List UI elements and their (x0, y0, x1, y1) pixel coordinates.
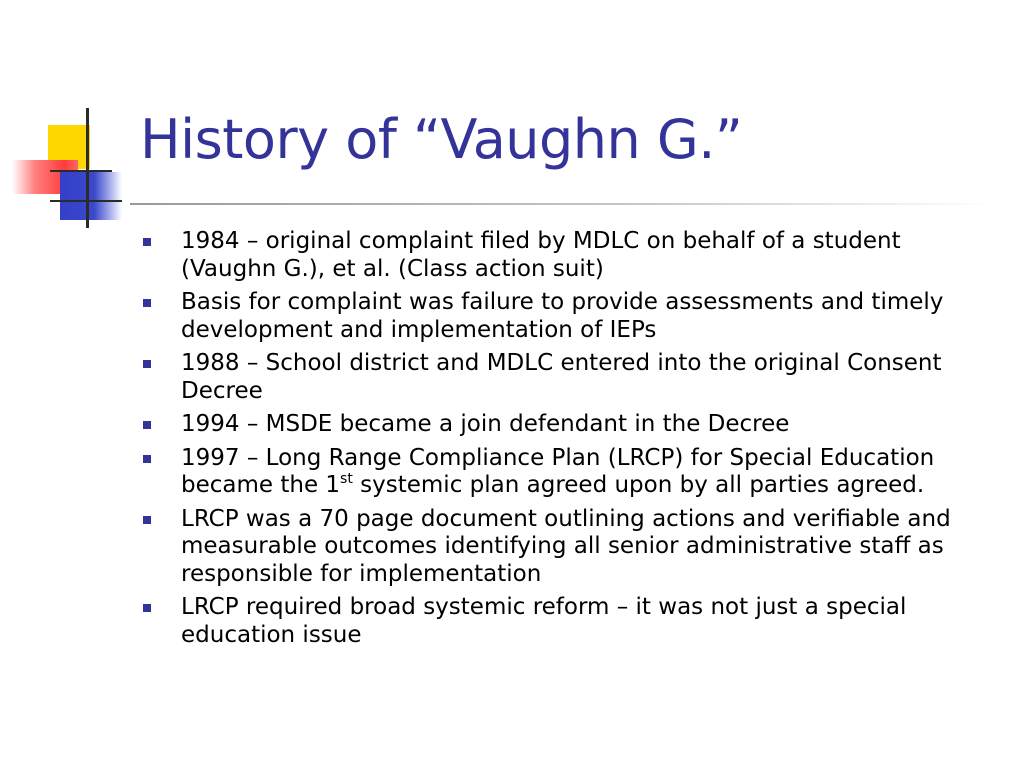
bullet-list (143, 228, 988, 655)
bullet-item (143, 350, 988, 405)
bullet-text-start: 1997 – Long Range Compliance Plan (LRCP) for Special Education became the 1 (181, 444, 935, 498)
slide-title: History of “Vaughn G.” (140, 108, 743, 171)
square-bullet-icon (143, 604, 151, 612)
square-bullet-icon (143, 421, 151, 429)
vertical-line-decoration (86, 108, 89, 228)
bullet-text: LRCP required broad systemic reform – it was not just a special education issue (181, 594, 907, 648)
bullet-text: 1988 – School district and MDLC entered into the original Consent Decree (181, 350, 942, 404)
square-bullet-icon (143, 360, 151, 368)
bullet-text: 1984 – original complaint filed by MDLC on behalf of a student (Vaughn G.), et al. (Class action suit) (181, 228, 901, 282)
square-bullet-icon (143, 238, 151, 246)
bullet-item (143, 411, 988, 439)
bullet-text: 1994 – MSDE became a join defendant in the Decree (181, 411, 790, 437)
bullet-text: LRCP was a 70 page document outlining actions and verifiable and measurable outcomes identifying all senior administrative staff as responsible for implementation (181, 505, 951, 587)
bullet-item (143, 594, 988, 649)
bullet-text: Basis for complaint was failure to provide assessments and timely development and implementation of IEPs (181, 289, 944, 343)
title-underline-rule (130, 203, 994, 205)
bullet-item (143, 506, 988, 589)
horizontal-line-decoration (50, 200, 122, 202)
bullet-text-end: systemic plan agreed upon by all parties agreed. (352, 472, 925, 498)
decorative-squares-logo (0, 0, 150, 240)
blue-square-decoration (60, 172, 122, 220)
bullet-item (143, 228, 988, 283)
square-bullet-icon (143, 516, 151, 524)
ordinal-superscript: st (340, 471, 353, 487)
square-bullet-icon (143, 455, 151, 463)
bullet-item (143, 445, 988, 500)
bullet-item (143, 289, 988, 344)
square-bullet-icon (143, 299, 151, 307)
horizontal-line-decoration (50, 170, 112, 172)
